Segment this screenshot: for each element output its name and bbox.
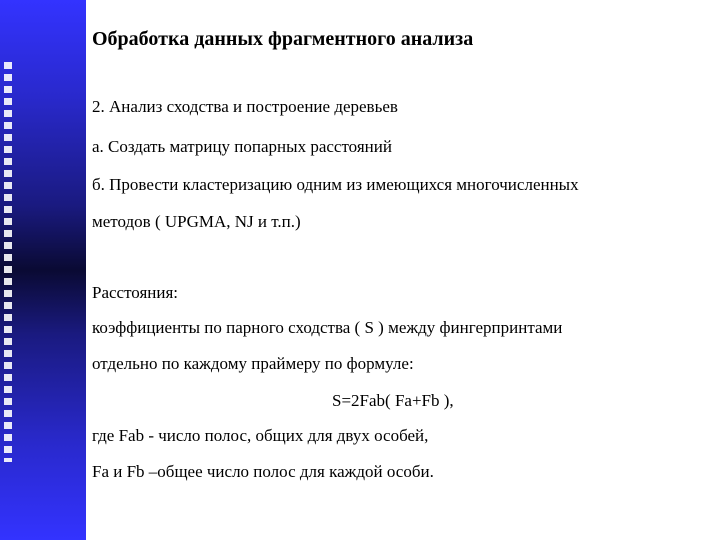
text-line-2: а. Создать матрицу попарных расстояний <box>92 137 392 156</box>
text-line-4: методов ( UPGMA, NJ и т.п.) <box>92 212 301 231</box>
text-line-10: Fa и Fb –общее число полос для каждой особи. <box>92 462 434 481</box>
sidebar-gradient-bar <box>0 0 86 540</box>
text-line-6: коэффициенты по парного сходства ( S ) между фингерпринтами <box>92 318 563 337</box>
text-line-5: Расстояния: <box>92 283 179 302</box>
slide-title: Обработка данных фрагментного анализа <box>92 28 474 50</box>
text-line-7: отдельно по каждому праймеру по формуле: <box>92 354 414 373</box>
text-line-1: 2. Анализ сходства и построение деревьев <box>92 97 398 116</box>
text-line-3: б. Провести кластеризацию одним из имеющихся многочисленных <box>92 175 579 194</box>
formula-line: S=2Fab( Fa+Fb ), <box>332 391 454 410</box>
text-line-9: где Fab - число полос, общих для двух особей, <box>92 426 429 445</box>
decorative-squares <box>4 62 16 462</box>
